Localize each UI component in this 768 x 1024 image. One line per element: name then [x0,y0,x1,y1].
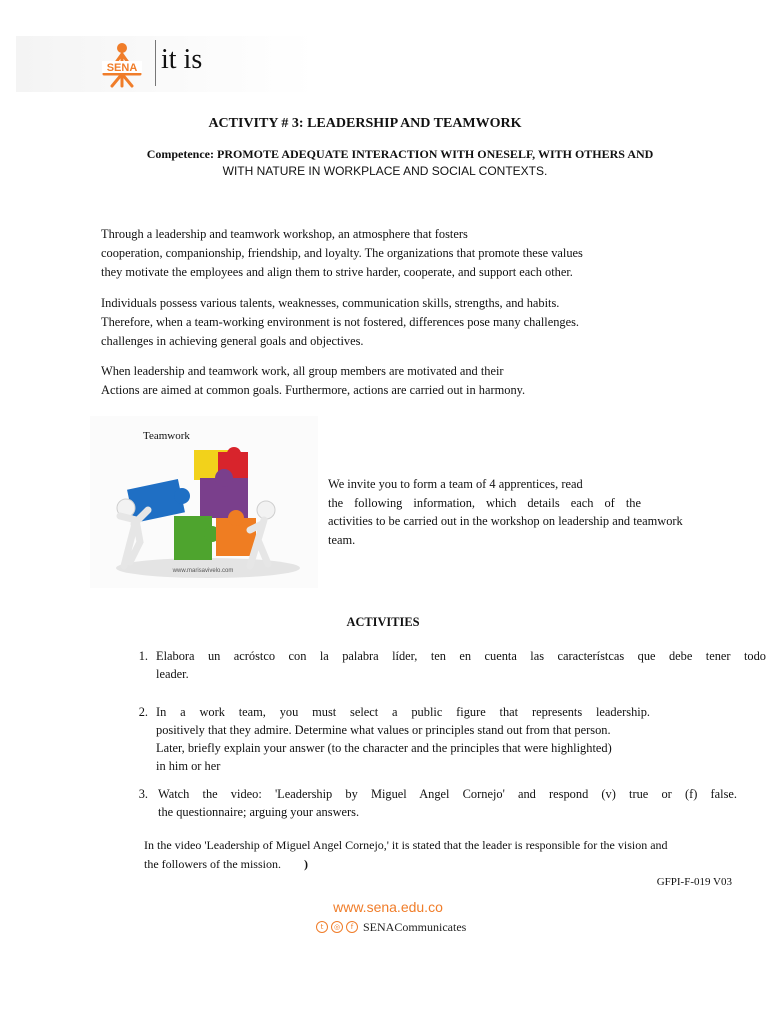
paragraph-line: Therefore, when a team-working environment is not fostered, differences pose many challenges. [101,315,580,329]
twitter-icon[interactable]: t [316,921,328,933]
paragraph-line: cooperation, companionship, friendship, and loyalty. The organizations that promote these values [101,246,583,260]
sena-logo [98,42,146,88]
invite-line: We invite you to form a team of 4 apprentices, read [328,477,583,491]
instagram-icon[interactable]: ◎ [331,921,343,933]
invite-line: the following information, which details each of the [328,495,641,510]
logo-divider [155,40,156,86]
competence-line-2: WITH NATURE IN WORKPLACE AND SOCIAL CONTEXTS. [222,164,548,178]
invite-line: activities to be carried out in the workshop on leadership and teamwork [328,514,683,528]
social-handle: SENACommunicates [363,919,467,934]
statement-line-text: the followers of the mission. [144,857,281,871]
paragraph-line: they motivate the employees and align them to strive harder, cooperate, and support each other. [101,265,573,279]
paragraph-line: When leadership and teamwork work, all group members are motivated and their [101,364,504,378]
questionnaire-statement [144,836,704,874]
activity-line: In a work team, you must select a public figure that represents leadership. [156,705,650,719]
statement-line: In the video 'Leadership of Miguel Angel Cornejo,' it is stated that the leader is responsible for the vision and [144,838,668,852]
activity-number: 1. [138,649,148,663]
footer-url-link[interactable]: www.sena.edu.co [333,899,443,915]
form-code: GFPI-F-019 V03 [656,876,732,888]
activity-line: leader. [156,667,189,681]
sena-logo-text: SENA [106,62,138,74]
brand-text: it is [161,44,203,75]
activity-line: Elabora un acróstco con la palabra líder, ten en cuenta las característcas que debe tener todo [156,649,766,663]
answer-paren: ) [303,857,308,871]
statement-line [144,855,704,874]
competence-line-1: Competence: PROMOTE ADEQUATE INTERACTION WITH ONESELF, WITH OTHERS AND [146,147,654,161]
image-watermark: www.marisavivelo.com [172,568,234,574]
activity-number: 3. [138,787,148,801]
intro-paragraph-3 [101,362,637,400]
teamwork-caption: Teamwork [143,430,190,442]
paragraph-line: challenges in achieving general goals and objectives. [101,334,364,348]
activity-number: 2. [138,705,148,719]
facebook-icon[interactable]: f [346,921,358,933]
intro-paragraph-1 [101,225,637,282]
activity-line: the questionnaire; arguing your answers. [158,805,360,819]
paragraph-line: Through a leadership and teamwork workshop, an atmosphere that fosters [101,227,468,241]
paragraph-line: Individuals possess various talents, weaknesses, communication skills, strengths, and habits. [101,296,560,310]
invite-line: team. [328,532,356,547]
document-title: ACTIVITY # 3: LEADERSHIP AND TEAMWORK [208,116,522,131]
activity-line: positively that they admire. Determine what values or principles stand out from that person. [156,723,611,737]
activity-line: Watch the video: 'Leadership by Miguel Angel Cornejo' and respond (v) true or (f) false. [158,787,737,801]
activity-line: Later, briefly explain your answer (to the character and the principles that were highlighted) [156,741,612,755]
footer-social [316,919,466,935]
invite-paragraph [328,475,703,549]
activities-heading: ACTIVITIES [346,615,420,629]
teamwork-puzzle-image [90,416,318,588]
paragraph-line: Actions are aimed at common goals. Furthermore, actions are carried out in harmony. [101,383,526,397]
intro-paragraph-2 [101,294,637,351]
activity-line: in him or her [156,759,221,773]
